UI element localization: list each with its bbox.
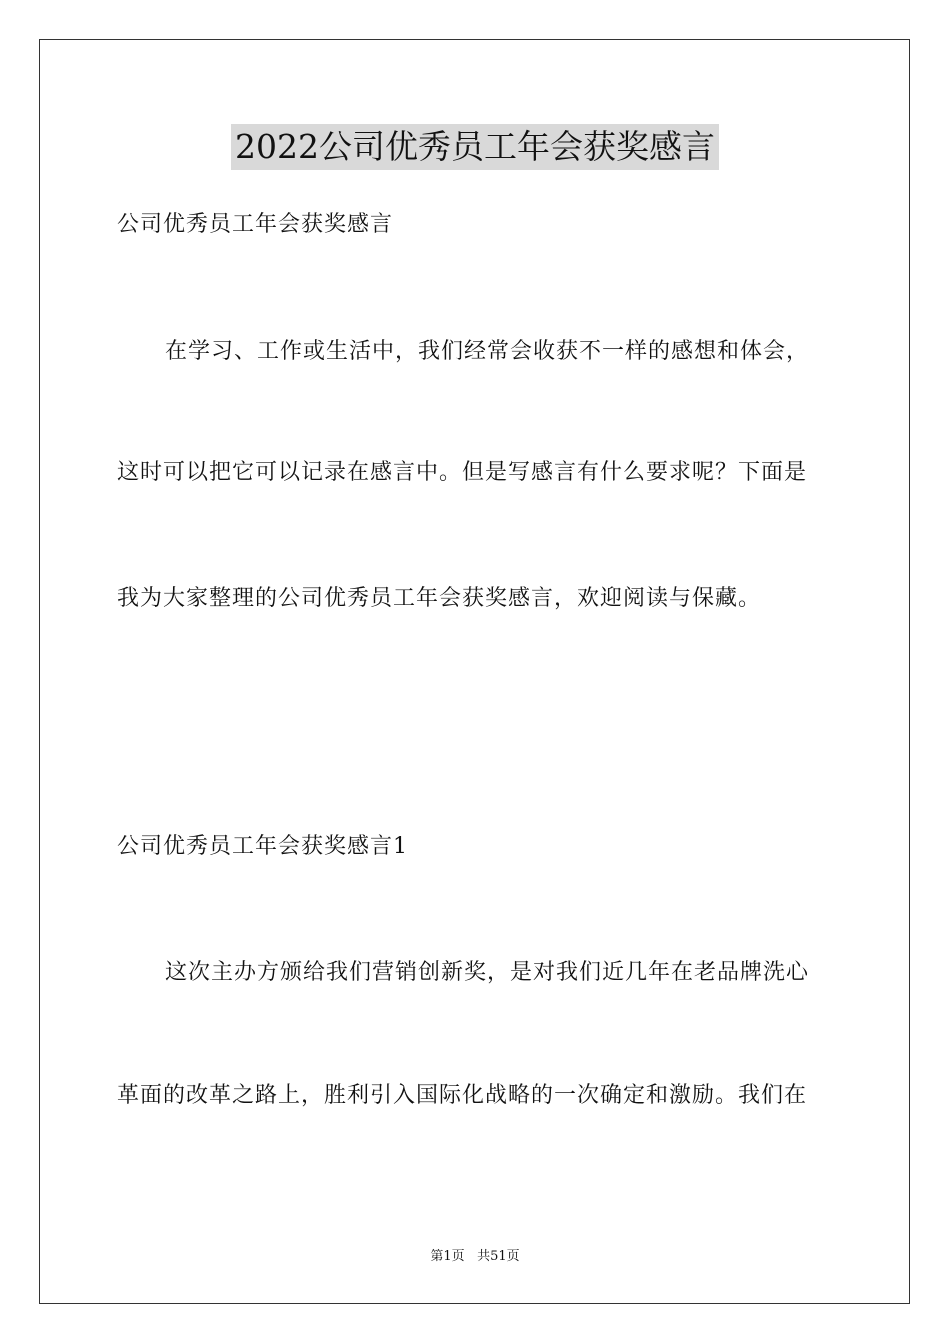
page-footer: [0, 1248, 950, 1266]
document-title: 2022公司优秀员工年会获奖感言: [231, 124, 719, 170]
section-line-1: 这次主办方颁给我们营销创新奖，是对我们近几年在老品牌洗心: [165, 960, 810, 985]
intro-line-3: 我为大家整理的公司优秀员工年会获奖感言，欢迎阅读与保藏。: [117, 586, 762, 611]
intro-line-2: 这时可以把它可以记录在感言中。但是写感言有什么要求呢？下面是: [117, 460, 808, 485]
section-line-2: 革面的改革之路上，胜利引入国际化战略的一次确定和激励。我们在: [117, 1083, 808, 1108]
document-subtitle: 公司优秀员工年会获奖感言: [117, 212, 394, 237]
section-heading: 公司优秀员工年会获奖感言1: [117, 834, 408, 859]
page-number: 第1页: [430, 1249, 465, 1264]
title-container: [0, 124, 950, 170]
intro-line-1: 在学习、工作或生活中，我们经常会收获不一样的感想和体会，: [165, 339, 810, 364]
total-pages: 共51页: [477, 1249, 520, 1264]
